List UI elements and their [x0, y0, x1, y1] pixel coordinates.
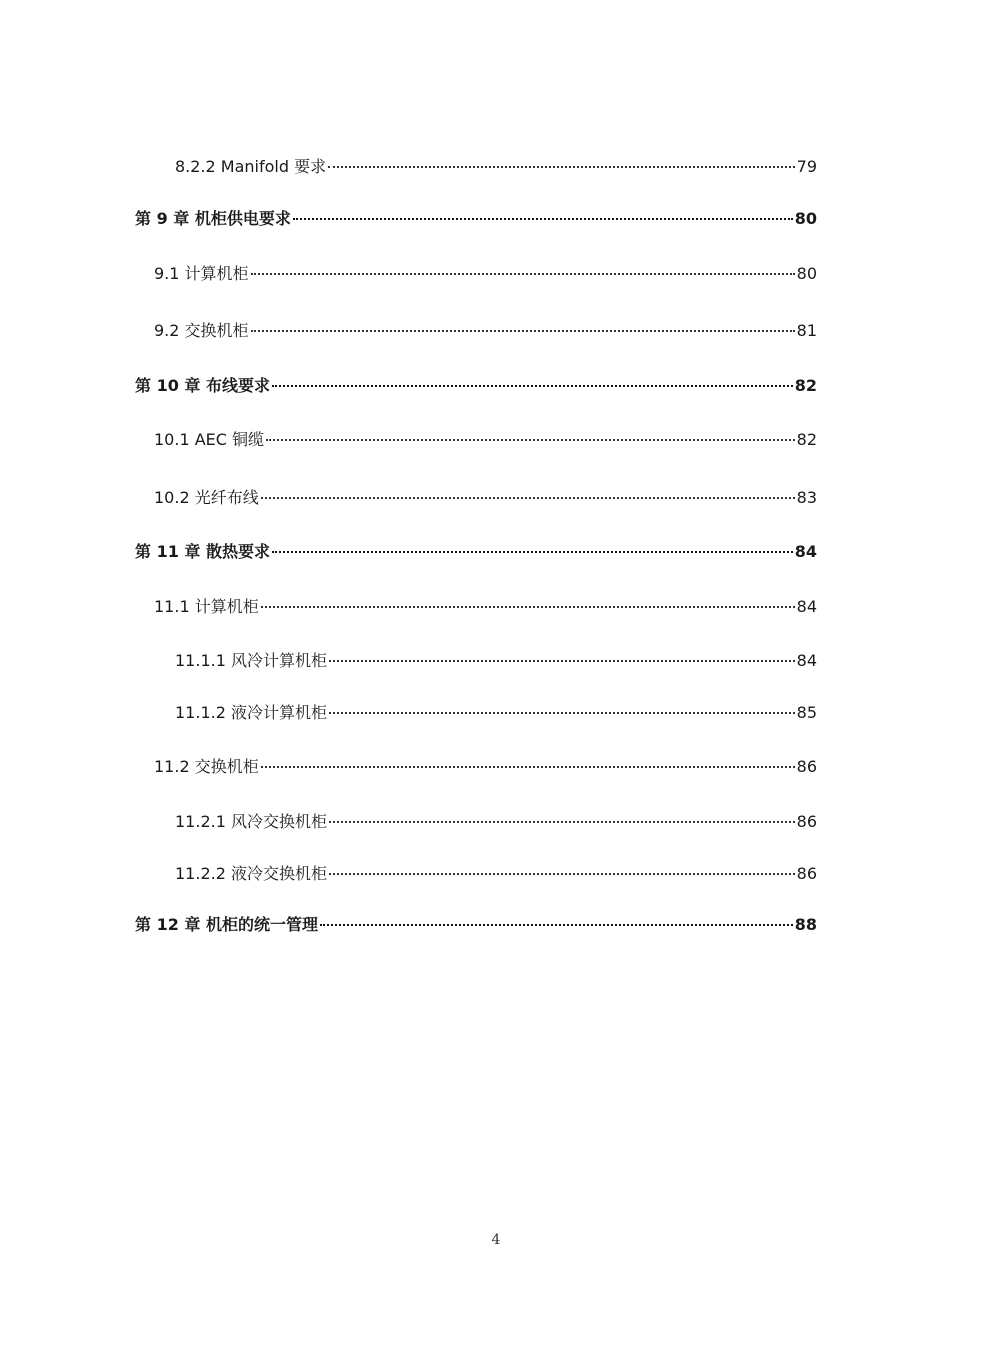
toc-entry-page: 82 [796, 430, 817, 449]
toc-entry-title: 10.2 光纤布线 [154, 488, 259, 507]
toc-entry-page: 81 [796, 321, 817, 340]
toc-entry-11-1-1[interactable] [175, 646, 817, 671]
toc-dot-leader [261, 483, 795, 503]
toc-dot-leader [328, 152, 795, 172]
toc-dot-leader [293, 204, 793, 224]
toc-dot-leader [329, 859, 795, 879]
toc-entry-title: 11.1 计算机柜 [154, 597, 259, 616]
toc-entry-title: 第 10 章 布线要求 [135, 376, 270, 395]
toc-entry-10-1[interactable] [154, 425, 817, 450]
toc-entry-title: 11.1.1 风冷计算机柜 [175, 651, 327, 670]
toc-entry-chapter-9[interactable] [135, 204, 817, 229]
toc-dot-leader [251, 259, 795, 279]
toc-entry-title: 10.1 AEC 铜缆 [154, 430, 265, 449]
toc-entry-11-2[interactable] [154, 752, 817, 777]
toc-entry-page: 83 [796, 488, 817, 507]
toc-entry-11-1[interactable] [154, 592, 817, 617]
toc-entry-title: 11.2 交换机柜 [154, 757, 259, 776]
toc-entry-9-1[interactable] [154, 259, 817, 284]
toc-dot-leader [329, 807, 795, 827]
toc-dot-leader [261, 592, 795, 612]
toc-dot-leader [272, 371, 793, 391]
toc-entry-chapter-10[interactable] [135, 371, 817, 396]
toc-entry-title: 第 11 章 散热要求 [135, 542, 270, 561]
toc-entry-page: 80 [794, 209, 817, 228]
toc-entry-title: 第 12 章 机柜的统一管理 [135, 915, 318, 934]
toc-dot-leader [251, 316, 795, 336]
toc-entry-title: 9.2 交换机柜 [154, 321, 249, 340]
toc-dot-leader [320, 910, 793, 930]
toc-entry-chapter-11[interactable] [135, 537, 817, 562]
toc-entry-10-2[interactable] [154, 483, 817, 508]
toc-entry-11-1-2[interactable] [175, 698, 817, 723]
toc-entry-page: 82 [794, 376, 817, 395]
toc-entry-title: 11.2.2 液冷交换机柜 [175, 864, 327, 883]
toc-entry-page: 85 [796, 703, 817, 722]
toc-entry-title: 9.1 计算机柜 [154, 264, 249, 283]
toc-dot-leader [329, 646, 795, 666]
toc-dot-leader [266, 425, 795, 445]
toc-entry-page: 86 [796, 864, 817, 883]
toc-entry-page: 84 [796, 597, 817, 616]
toc-entry-title: 11.1.2 液冷计算机柜 [175, 703, 327, 722]
toc-entry-page: 88 [794, 915, 817, 934]
toc-entry-chapter-12[interactable] [135, 910, 817, 935]
toc-entry-11-2-2[interactable] [175, 859, 817, 884]
toc-entry-page: 84 [796, 651, 817, 670]
toc-entry-page: 86 [796, 812, 817, 831]
toc-entry-8-2-2[interactable] [175, 152, 817, 177]
toc-dot-leader [272, 537, 793, 557]
toc-entry-11-2-1[interactable] [175, 807, 817, 832]
toc-entry-page: 84 [794, 542, 817, 561]
page-number: 4 [491, 1232, 501, 1248]
toc-entry-9-2[interactable] [154, 316, 817, 341]
toc-entry-page: 79 [796, 157, 817, 176]
toc-entry-page: 80 [796, 264, 817, 283]
toc-entry-title: 8.2.2 Manifold 要求 [175, 157, 327, 176]
toc-dot-leader [261, 752, 795, 772]
toc-entry-title: 第 9 章 机柜供电要求 [135, 209, 291, 228]
toc-entry-page: 86 [796, 757, 817, 776]
toc-dot-leader [329, 698, 795, 718]
toc-entry-title: 11.2.1 风冷交换机柜 [175, 812, 327, 831]
